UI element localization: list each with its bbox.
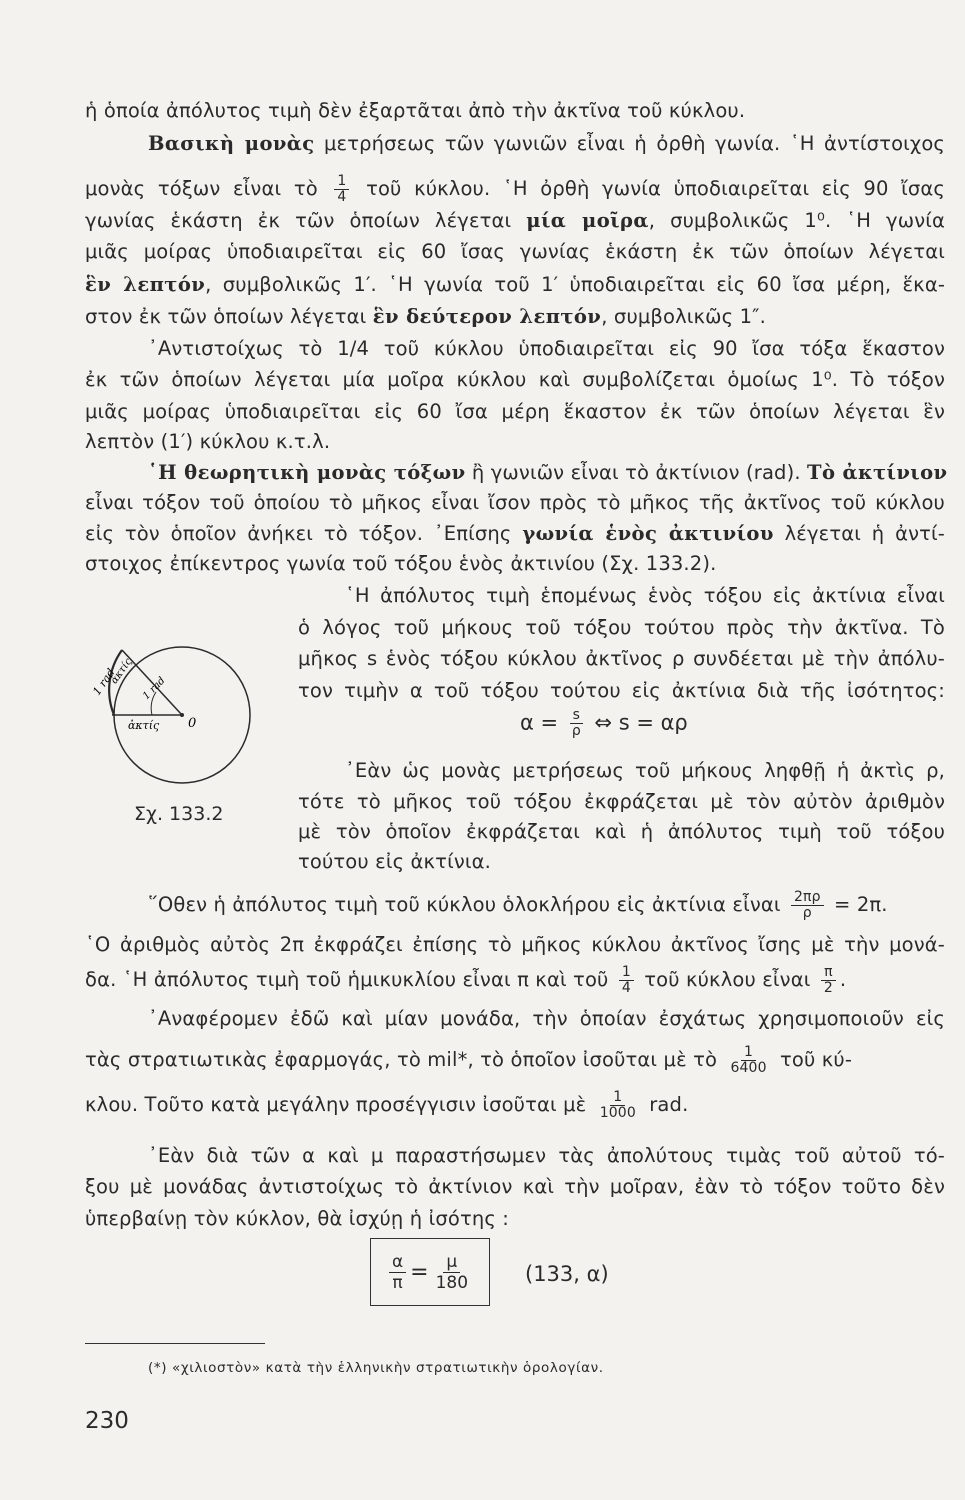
text-run: τοῦ κύκλου εἶναι (637, 968, 817, 991)
text-run: ξου μὲ μονάδας ἀντιστοίχως τὸ ἀκτίνιον καὶ τὴν μοῖραν, ἐὰν τὸ τόξον τοῦτο δὲν (85, 1175, 945, 1198)
bold-term: μία μοῖρα (526, 209, 649, 232)
text-run: rad. (642, 1093, 689, 1116)
label-radius: ἀκτίς (128, 719, 160, 732)
text-line (298, 645, 945, 673)
text-run: τοῦ κύκλου. ῾Η ὀρθὴ γωνία ὑποδιαιρεῖται εἰς 90 ἴσας (353, 177, 945, 200)
text-run: ῞Οθεν ἡ ἀπόλυτος τιμὴ τοῦ κύκλου ὁλοκλήρου εἰς ἀκτίνια εἶναι (148, 893, 787, 916)
text-run: δα. ῾Η ἀπόλυτος τιμὴ τοῦ ἡμικυκλίου εἶναι π καὶ τοῦ (85, 968, 615, 991)
formula-left-fraction (389, 1252, 406, 1293)
text-run: ἐκ τῶν ὁποίων λέγεται μία μοῖρα κύκλου καὶ συμβολίζεται ὁμοίως 1⁰. Τὸ τόξον (85, 368, 945, 391)
text-line (85, 238, 945, 266)
footnote: (*) «χιλιοστὸν» κατὰ τὴν ἑλληνικὴν στρατιωτικὴν ὁρολογίαν. (148, 1360, 604, 1376)
text-line (85, 520, 945, 548)
text-run: εἶναι τόξον τοῦ ὁποίου τὸ μῆκος εἶναι ἴσον πρὸς τὸ μῆκος τῆς ἀκτῖνος τοῦ κύκλου (85, 491, 945, 514)
center-point (180, 713, 184, 717)
text-run: στοιχος ἐπίκεντρος γωνία τοῦ τόξου ἑνὸς ἀκτινίου (Σχ. 133.2). (85, 552, 717, 575)
eq-arrow: ⇔ (594, 710, 613, 735)
text-line (148, 335, 945, 363)
text-run: γωνίας ἑκάστη ἐκ τῶν ὁποίων λέγεται (85, 209, 527, 232)
text-run: τοῦ κύ- (773, 1048, 853, 1071)
text-run: τον τιμὴν α τοῦ τόξου τούτου εἰς ἀκτίνια διὰ τῆς ἰσότητος: (298, 679, 945, 702)
text-line (298, 788, 945, 816)
page-number: 230 (85, 1408, 129, 1434)
fraction-denominator: 1000 (599, 1105, 636, 1121)
formula-right-fraction (433, 1252, 471, 1293)
text-line (85, 271, 945, 299)
inline-fraction (334, 174, 349, 205)
fraction-numerator: 1 (619, 965, 634, 981)
text-run: , συμβολικῶς 1′. ῾Η γωνία τοῦ 1′ ὑποδιαιρεῖται εἰς 60 ἴσα μέρη, ἕκα- (205, 273, 946, 296)
bold-term: ἓν δεύτερον λεπτόν (372, 305, 602, 328)
formula-left-num: α (389, 1252, 406, 1273)
text-run: ᾿Εὰν ὡς μονὰς μετρήσεως τοῦ μήκους ληφθῇ ἡ ἀκτὶς ρ, (345, 759, 945, 782)
text-run: μιᾶς μοίρας ὑποδιαιρεῖται εἰς 60 ἴσα μέρη ἕκαστον ἐκ τῶν ὁποίων λέγεται ἓν (85, 400, 945, 423)
label-rad: 1 rad (90, 666, 118, 698)
eq-fraction (569, 708, 584, 739)
text-line (85, 1205, 945, 1233)
text-line (345, 757, 945, 785)
text-line (85, 1045, 945, 1076)
eq-lhs: α (520, 710, 534, 735)
text-line (85, 428, 945, 456)
text-run: ᾿Αναφέρομεν ἐδῶ καὶ μίαν μονάδα, τὴν ὁποίαν ἐσχάτως χρησιμοποιοῦν εἰς (148, 1007, 945, 1030)
text-line (85, 965, 945, 996)
text-run: , συμβολικῶς 1⁰. ῾Η γωνία (648, 209, 945, 232)
text-line (148, 459, 948, 487)
text-run: = 2π. (827, 893, 888, 916)
text-line (148, 130, 945, 158)
text-line (85, 550, 945, 578)
bold-term: γωνία ἑνὸς ἀκτινίου (522, 522, 774, 545)
figure-caption: Σχ. 133.2 (134, 803, 224, 825)
text-line (345, 582, 945, 610)
text-run: , συμβολικῶς 1″. (601, 305, 766, 328)
text-line (298, 614, 945, 642)
label-angle: 1 rad (140, 675, 168, 703)
text-line (148, 890, 945, 921)
fraction-denominator: 2 (823, 980, 833, 996)
fraction-numerator: π (821, 965, 836, 981)
inline-fraction (597, 1090, 639, 1121)
formula-right-den: 180 (435, 1272, 469, 1293)
text-line (148, 1005, 945, 1033)
text-line (298, 818, 945, 846)
footnote-rule (85, 1343, 265, 1344)
bold-term: Βασικὴ μονὰς (148, 132, 315, 155)
label-arc: ἀκτίς (108, 656, 135, 687)
text-run: μῆκος s ἑνὸς τόξου κύκλου ἀκτῖνος ρ συνδέεται μὲ τὴν ἀπόλυ- (298, 647, 945, 670)
fraction-denominator: 6400 (730, 1060, 767, 1076)
formula-tag: (133, α) (525, 1262, 609, 1286)
boxed-formula (370, 1238, 490, 1306)
text-run: ῾Ο ἀριθμὸς αὐτὸς 2π ἐκφράζει ἐπίσης τὸ μῆκος κύκλου ἀκτῖνος ἴσης μὲ τὴν μονά- (85, 933, 945, 956)
figure-circle-radian (78, 630, 268, 790)
fraction-numerator: 1 (610, 1090, 625, 1106)
fraction-numerator: 2πρ (791, 890, 824, 906)
text-line (85, 366, 945, 394)
formula-left-den: π (392, 1272, 403, 1293)
label-center: 0 (188, 716, 197, 731)
text-line (85, 97, 945, 125)
text-line (298, 848, 945, 876)
text-line (85, 931, 945, 959)
fraction-numerator: 1 (334, 174, 349, 190)
text-run: ᾿Εὰν διὰ τῶν α καὶ μ παραστήσωμεν τὰς ἀπολύτους τιμὰς τοῦ αὐτοῦ τό- (148, 1144, 945, 1167)
text-run: ὁ λόγος τοῦ μήκους τοῦ τόξου τούτου πρὸς τὴν ἀκτῖνα. Τὸ (298, 616, 945, 639)
text-line (298, 677, 945, 705)
text-run: μετρήσεως τῶν γωνιῶν εἶναι ἡ ὀρθὴ γωνία. ῾Η ἀντίστοιχος (314, 132, 945, 155)
text-run: . (839, 968, 847, 991)
text-run: μιᾶς μοίρας ὑποδιαιρεῖται εἰς 60 ἴσας γωνίας ἑκάστη ἐκ τῶν ὁποίων λέγεται (85, 240, 945, 263)
bold-term: Τὸ ἀκτίνιον (807, 461, 948, 484)
fraction-denominator: 4 (337, 189, 347, 205)
text-line (148, 1142, 945, 1170)
text-run: ὑπερβαίνῃ τὸν κύκλον, θὰ ἰσχύῃ ἡ ἰσότης : (85, 1207, 510, 1230)
bold-term: ῾Η θεωρητικὴ μονὰς τόξων (148, 461, 466, 484)
text-run: ῾Η ἀπόλυτος τιμὴ ἑπομένως ἑνὸς τόξου εἰς ἀκτίνια εἶναι (345, 584, 945, 607)
formula-right-num: μ (443, 1252, 460, 1273)
text-run: τὰς στρατιωτικὰς ἐφαρμογάς, τὸ mil*, τὸ ὁποῖον ἰσοῦται μὲ τὸ (85, 1048, 724, 1071)
text-line (85, 1090, 945, 1121)
fraction-denominator: 4 (621, 980, 631, 996)
text-line (85, 398, 945, 426)
text-run: ᾿Αντιστοίχως τὸ 1/4 τοῦ κύκλου ὑποδιαιρεῖται εἰς 90 ἴσα τόξα ἕκαστον (148, 337, 945, 360)
text-line (85, 207, 945, 235)
text-run: εἰς τὸν ὁποῖον ἀνήκει τὸ τόξον. ᾿Επίσης (85, 522, 523, 545)
text-run: μὲ τὸν ὁποῖον ἐκφράζεται καὶ ἡ ἀπόλυτος τιμὴ τοῦ τόξου (298, 820, 945, 843)
text-run: ἢ γωνιῶν εἶναι τὸ ἀκτίνιον (rad). (465, 461, 808, 484)
text-run: ἡ ὁποία ἀπόλυτος τιμὴ δὲν ἐξαρτᾶται ἀπὸ τὴν ἀκτῖνα τοῦ κύκλου. (85, 99, 746, 122)
fraction-denominator: ρ (802, 905, 812, 921)
eq-frac-num: s (570, 708, 583, 724)
formula-equals: = (410, 1259, 429, 1285)
eq-rhs: s = αρ (618, 710, 688, 735)
fraction-numerator: 1 (741, 1045, 756, 1061)
text-run: κλου. Τοῦτο κατὰ μεγάλην προσέγγισιν ἰσοῦται μὲ (85, 1093, 593, 1116)
text-line (85, 1173, 945, 1201)
text-line (85, 303, 945, 331)
inline-fraction (727, 1045, 769, 1076)
text-run: λέγεται ἡ ἀντί- (773, 522, 945, 545)
inline-fraction (619, 965, 634, 996)
text-run: τούτου εἰς ἀκτίνια. (298, 850, 491, 873)
eq-frac-den: ρ (571, 723, 581, 739)
text-run: λεπτὸν (1′) κύκλου κ.τ.λ. (85, 430, 331, 453)
inline-fraction (791, 890, 824, 921)
text-run: τότε τὸ μῆκος τοῦ τόξου ἐκφράζεται μὲ τὸν αὐτὸν ἀριθμὸν (298, 790, 945, 813)
eq-op: = (540, 710, 559, 735)
equation-arc-length (520, 708, 688, 739)
text-run: στον ἐκ τῶν ὁποίων λέγεται (85, 305, 373, 328)
text-line (85, 489, 945, 517)
text-line (85, 174, 945, 205)
inline-fraction (821, 965, 836, 996)
bold-term: ἓν λεπτόν (85, 273, 206, 296)
text-run: μονὰς τόξων εἶναι τὸ (85, 177, 331, 200)
